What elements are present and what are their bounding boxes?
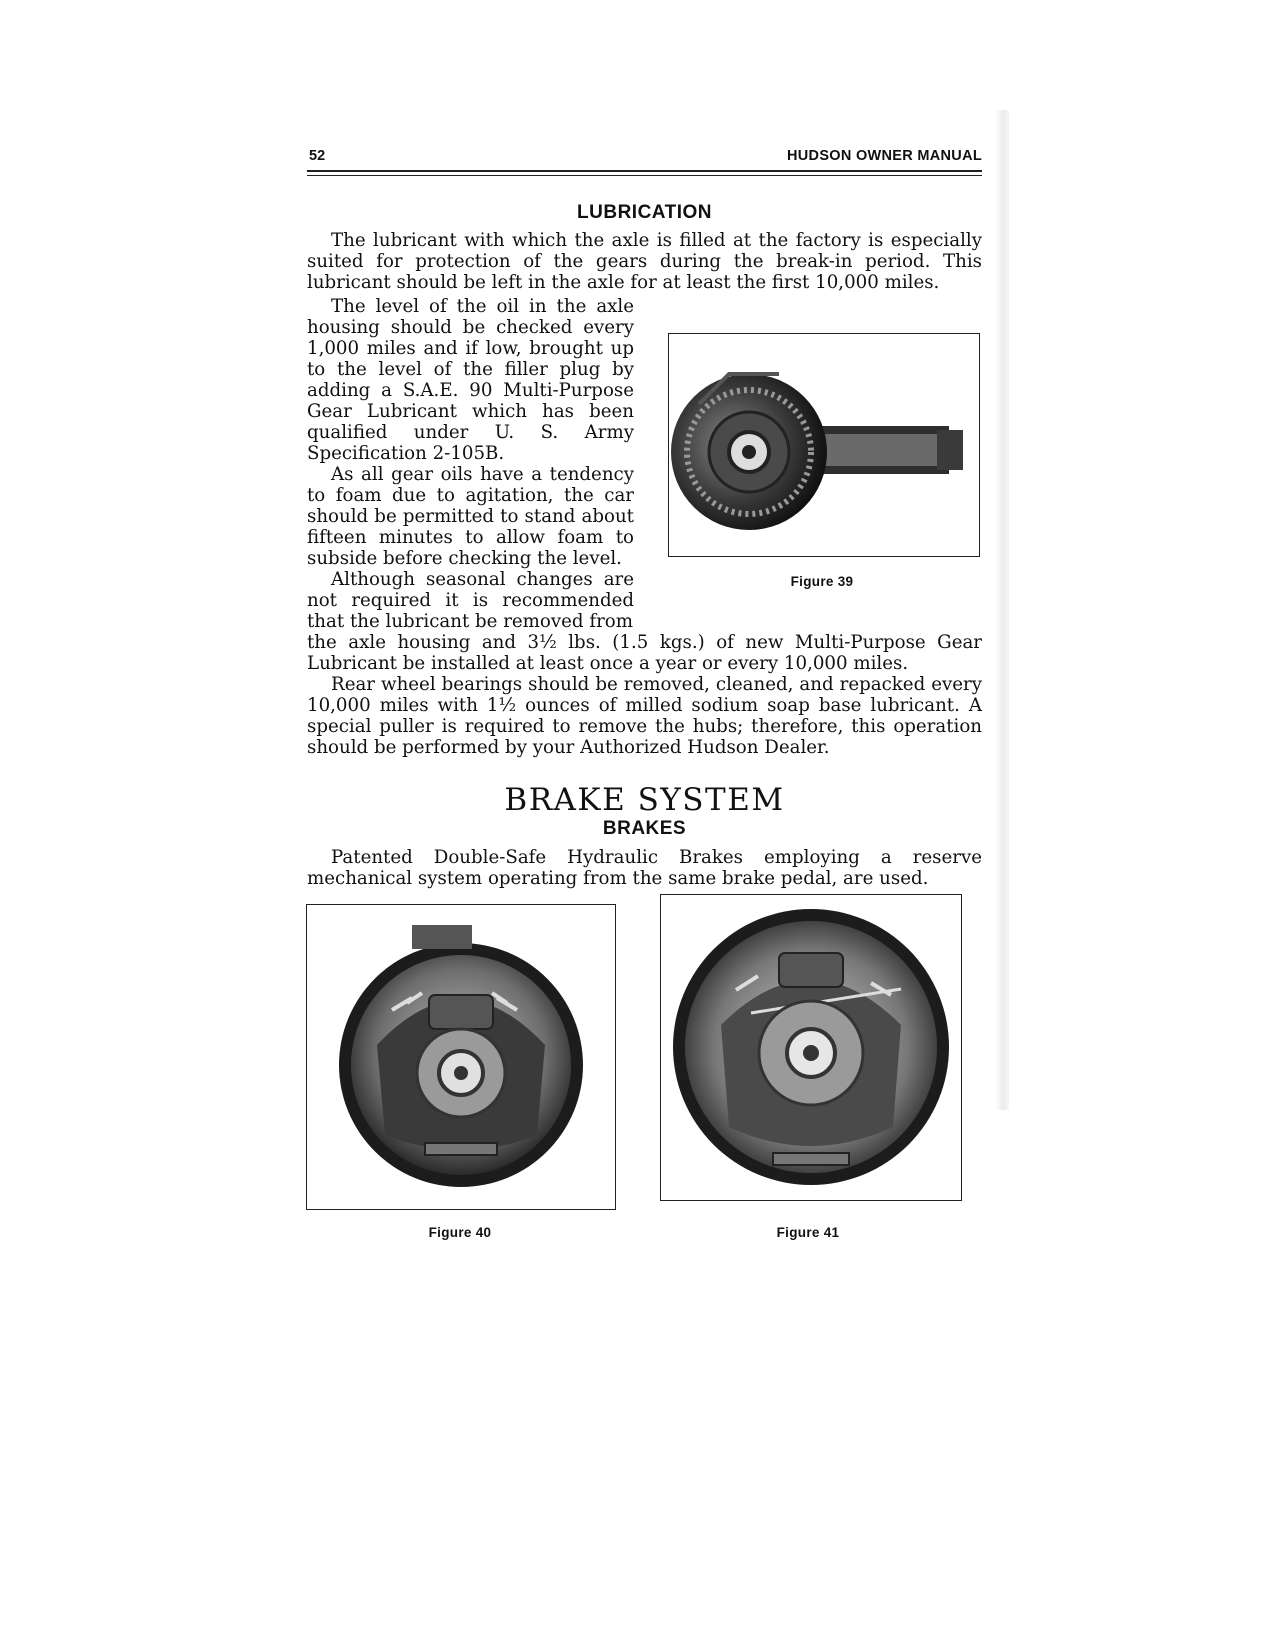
paragraph: The level of the oil in the axle housing should be checked every 1,000 miles and if low, brought up to the level of the filler plug by adding a S.A.E. 90 Multi-Purpose Gear Lubricant which has been qualified under U. S. Army Specification 2-105B. xyxy=(307,296,634,464)
figure-39-image xyxy=(668,333,980,557)
page-edge-shadow xyxy=(995,110,1009,1110)
paragraph: Although seasonal changes are not required it is recommended that the lubricant be removed from xyxy=(307,569,634,632)
figure-41-caption: Figure 41 xyxy=(776,1225,840,1240)
brakes-intro xyxy=(307,847,982,889)
page-header xyxy=(307,148,982,168)
brake-assembly-illustration xyxy=(661,895,961,1200)
brakes-subheading: BRAKES xyxy=(602,818,687,839)
lubrication-narrow-column xyxy=(307,296,634,632)
lubrication-heading: LUBRICATION xyxy=(577,202,712,223)
brake-assembly-illustration xyxy=(307,905,615,1209)
figure-41-image xyxy=(660,894,962,1201)
paragraph: the axle housing and 3½ lbs. (1.5 kgs.) of new Multi-Purpose Gear Lubricant be installed at least once a year or every 10,000 miles. xyxy=(307,632,982,674)
paragraph: The lubricant with which the axle is filled at the factory is especially suited for protection of the gears during the break-in period. This lubricant should be left in the axle for at least the first 10,000 miles. xyxy=(307,230,982,293)
lubrication-intro xyxy=(307,230,982,293)
header-rule-thick xyxy=(307,170,982,172)
running-title: HUDSON OWNER MANUAL xyxy=(787,148,982,164)
brake-system-heading: BRAKE SYSTEM xyxy=(504,782,785,818)
page-number: 52 xyxy=(309,148,326,164)
differential-axle-illustration xyxy=(669,334,979,556)
paragraph: Patented Double-Safe Hydraulic Brakes employing a reserve mechanical system operating from the same brake pedal, are used. xyxy=(307,847,982,889)
lubrication-wide-continuation xyxy=(307,632,982,758)
figure-40-caption: Figure 40 xyxy=(428,1225,492,1240)
paragraph: Rear wheel bearings should be removed, cleaned, and repacked every 10,000 miles with 1½ ounces of milled sodium soap base lubricant. A special puller is required to remove the hubs; therefore, this operation should be performed by your Authorized Hudson Dealer. xyxy=(307,674,982,758)
header-rule-thin xyxy=(307,175,982,176)
paragraph: As all gear oils have a tendency to foam due to agitation, the car should be permitted to stand about fifteen minutes to allow foam to subside before checking the level. xyxy=(307,464,634,569)
figure-39-caption: Figure 39 xyxy=(790,574,854,589)
figure-40-image xyxy=(306,904,616,1210)
